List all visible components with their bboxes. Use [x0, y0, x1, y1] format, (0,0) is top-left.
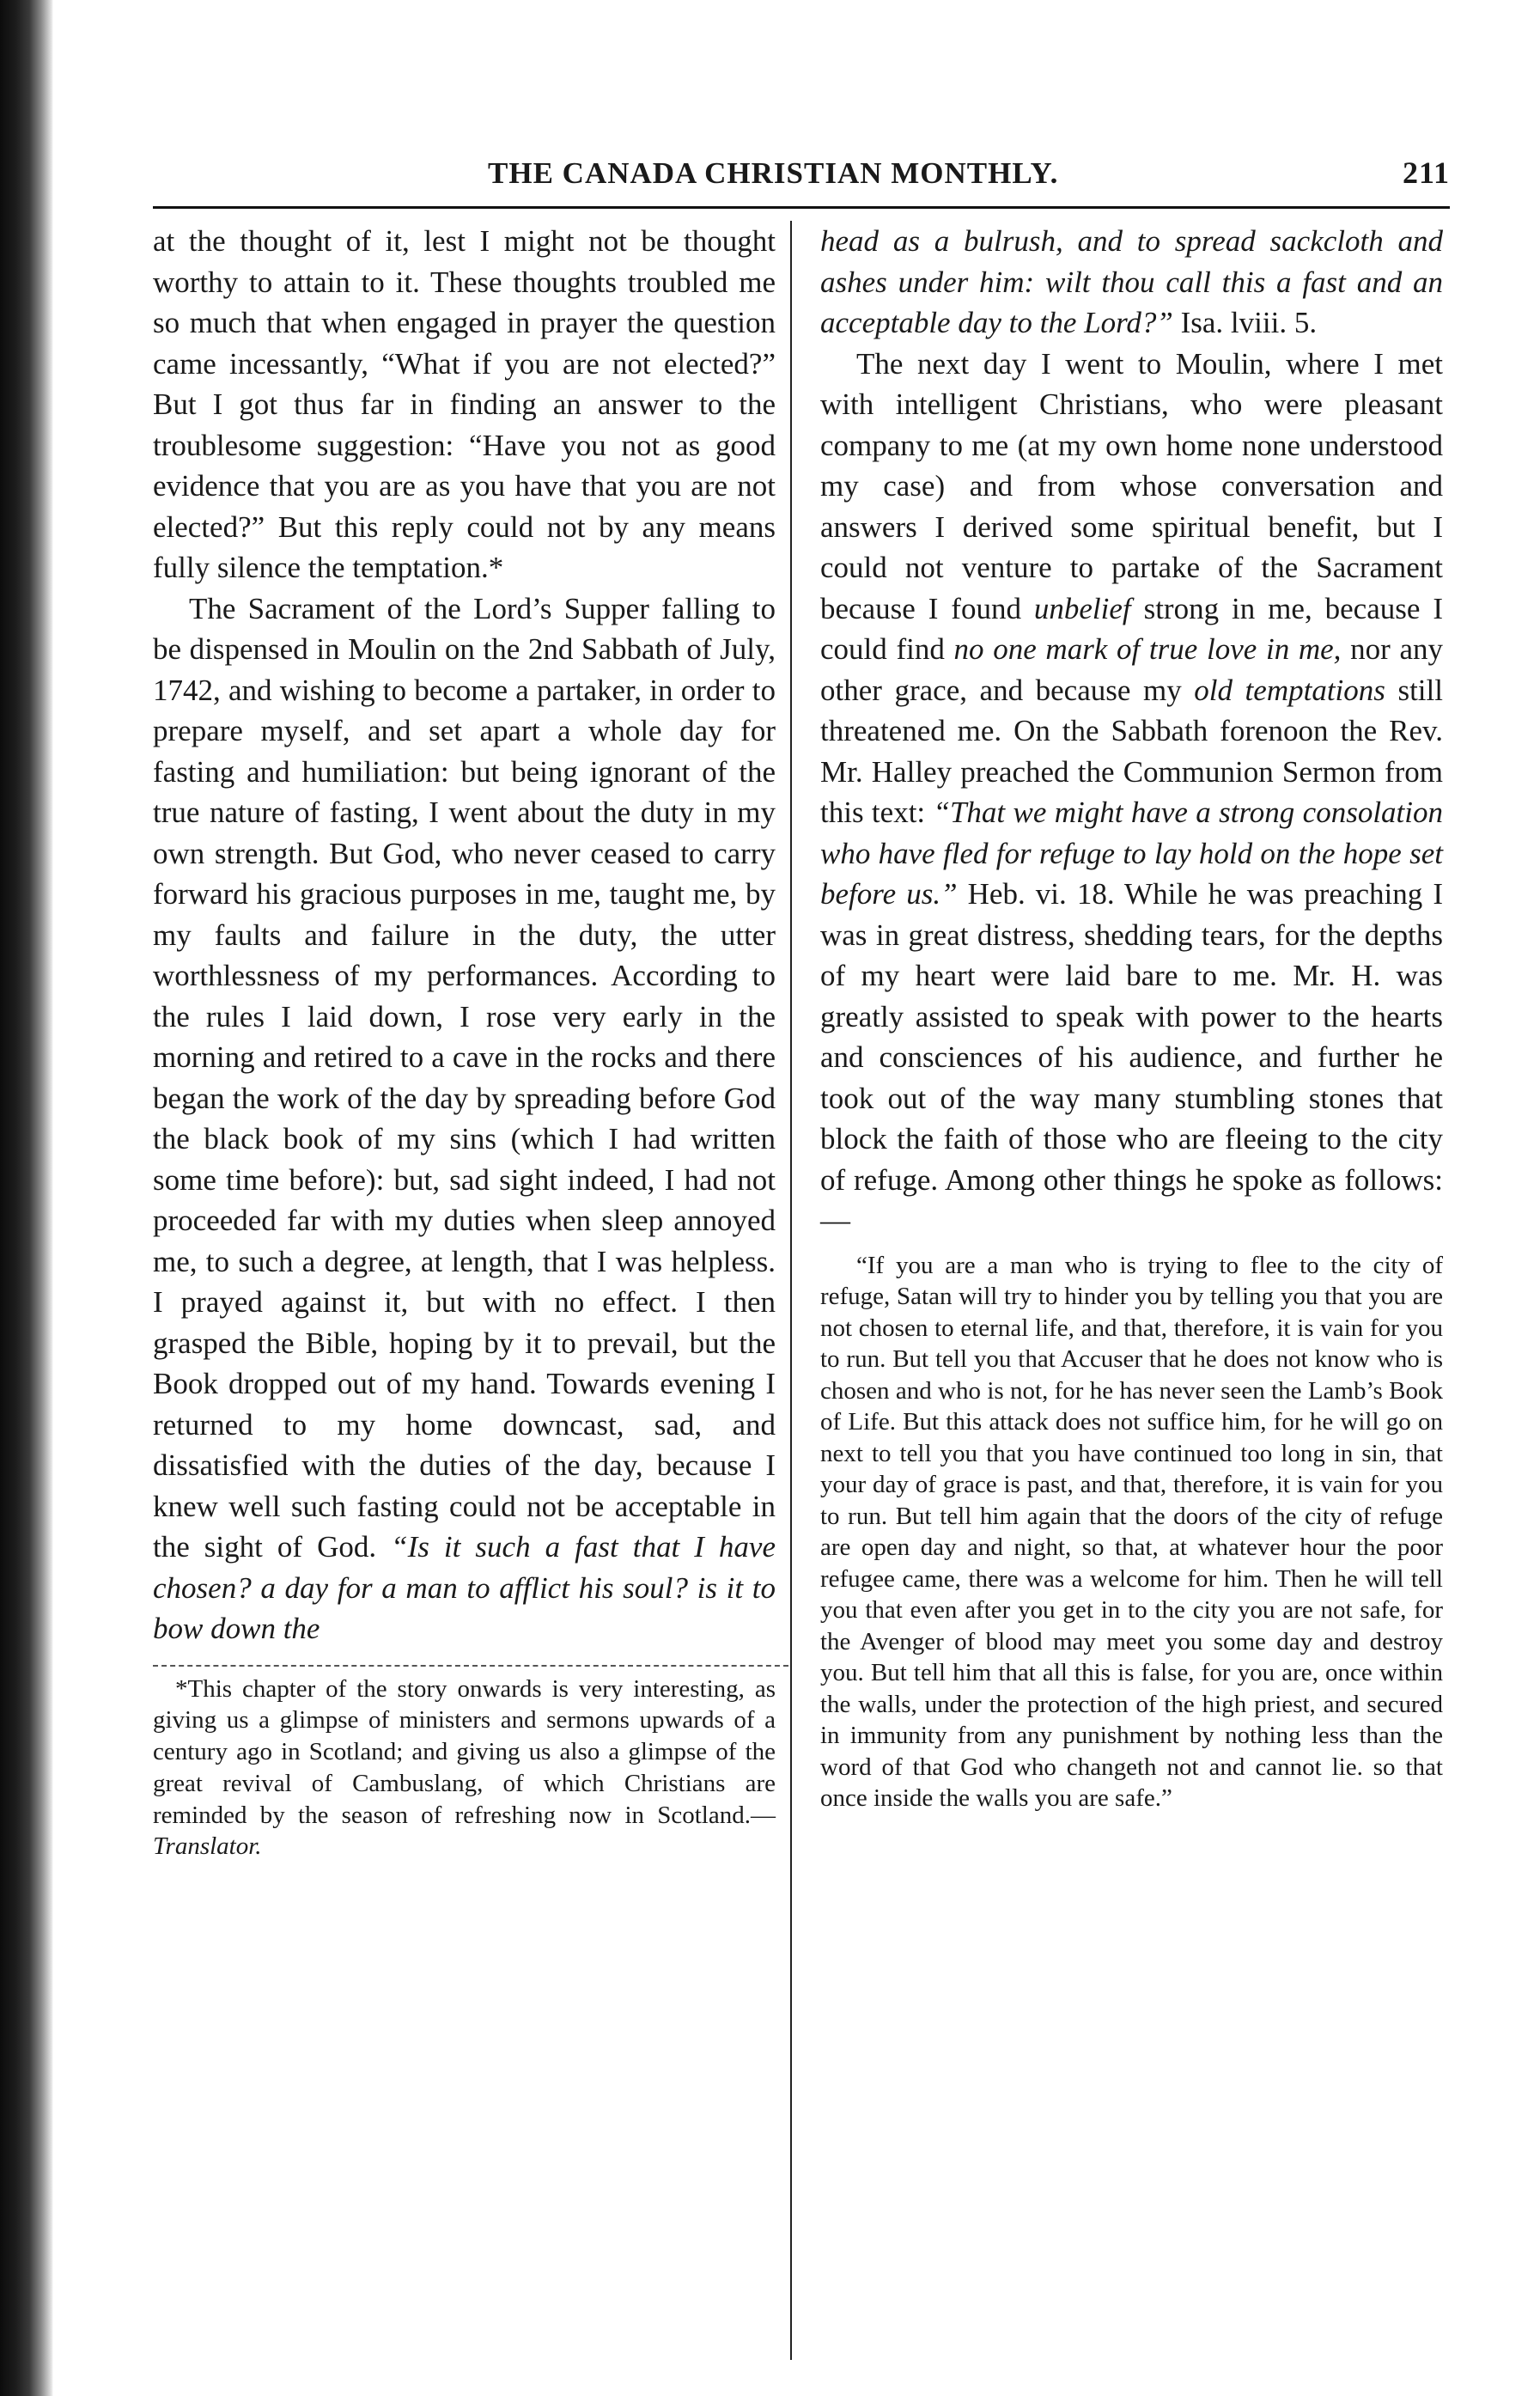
right-paragraph-2-part-a: The next day I went to Moulin, where I met with intelligent Christians, who were pleasant company to me (at my own home none understood my case) and from whose conversation and answers I derived some spiritual benefit, but I could not venture to partake of the Sacrament because I found — [820, 346, 1443, 625]
sermon-quote-text: “If you are a man who is trying to flee to the city of refuge, Satan will try to hinder you by telling you that you are not chosen to eternal life, and that, therefore, it is vain for you to run. But tell you that Accuser that he does not know who is chosen and who is not, for he has never seen the Lamb’s Book of Life. But this attack does not suffice him, for he will go on next to tell you that you have continued too long in sin, that your day of grace is past, and that, therefore, it is vain for you to run. But tell him again that the doors of the city of refuge are open day and night, so that, at whatever hour the poor refugee came, there was a welcome for him. Then he will tell you that even after you get in to the city you are not safe, for the Avenger of blood may meet you some day and destroy you. But tell him that all this is false, for you are, once within the walls, under the protection of the high priest, and secured in immunity from any punishment by nothing less than the word of that God who changeth not and cannot lie. so that once inside the walls you are safe.” — [820, 1251, 1443, 1812]
right-paragraph-2-italic-4: “That we might have a strong consolation who have fled for refuge to lay hold on the hope set before us.” — [820, 796, 1443, 911]
right-paragraph-2-italic-2: no one mark of true love in me, — [953, 632, 1342, 666]
footnote-signature: Translator. — [153, 1832, 262, 1861]
running-title: THE CANADA CHRISTIAN MONTHLY. — [488, 156, 1059, 190]
text-columns — [153, 221, 1450, 1863]
left-paragraph-2 — [153, 588, 776, 1649]
right-column — [798, 221, 1443, 1863]
right-paragraph-2-part-b: strong in me, because I could find — [820, 591, 1443, 666]
scan-binding-edge — [0, 0, 53, 2396]
right-paragraph-2 — [820, 344, 1443, 1241]
left-paragraph-2-text: The Sacrament of the Lord’s Supper falling to be dispensed in Moulin on the 2nd Sabbath of July, 1742, and wishing to become a partaker, in order to prepare myself, and set apart a whole day for fasting and humiliation: but being ignorant of the true nature of fasting, I went about the duty in my own strength. But God, who never ceased to carry forward his gracious purposes in me, taught me, by my faults and failure in the duty, the utter worthlessness of my performances. According to the rules I laid down, I rose very early in the morning and retired to a cave in the rocks and there began the work of the day by spreading before God the black book of my sins (which I had written some time before): but, sad sight indeed, I had not proceeded far with my duties when sleep annoyed me, to such a degree, at length, that I was helpless. I prayed against it, but with no effect. I then grasped the Bible, hoping by it to prevail, but the Book dropped out of my hand. Towards evening I returned to my home downcast, sad, and dissatisfied with the duties of the day, because I knew well such fasting could not be acceptable in the sight of God. — [153, 591, 776, 1564]
running-header — [153, 155, 1450, 209]
left-paragraph-2-scripture: “Is it such a fast that I have chosen? a day for a man to afflict his soul? is it to bow down the — [153, 1530, 776, 1645]
right-paragraph-2-italic-1: unbelief — [1033, 591, 1131, 625]
footnote-paragraph — [153, 1674, 776, 1863]
right-paragraph-1 — [820, 221, 1443, 344]
right-paragraph-2-part-d: still threatened me. On the Sabbath forenoon the Rev. Mr. Halley preached the Communion Sermon from this text: — [820, 673, 1443, 829]
footnote-divider — [153, 1665, 788, 1667]
sermon-quote — [820, 1250, 1443, 1814]
right-paragraph-2-part-e: Heb. vi. 18. While he was preaching I was in great distress, shedding tears, for the depths of my heart were laid bare to me. Mr. H. was greatly assisted to speak with power to the hearts and consciences of his audience, and further he took out of the way many stumbling stones that block the faith of those who are fleeing to the city of refuge. Among other things he spoke as follows:— — [820, 877, 1444, 1237]
page — [153, 155, 1450, 1863]
left-column — [153, 221, 798, 1863]
right-paragraph-2-part-c: nor any other grace, and because my — [820, 632, 1443, 707]
right-paragraph-1-reference: Isa. lviii. 5. — [1172, 306, 1318, 339]
footnote — [153, 1674, 776, 1863]
page-number: 211 — [1402, 155, 1450, 190]
left-paragraph-1: at the thought of it, lest I might not be thought worthy to attain to it. These thoughts troubled me so much that when engaged in prayer the question came incessantly, “What if you are not elected?” But I got thus far in finding an answer to the troublesome suggestion: “Have you not as good evidence that you are as you have that you are not elected?” But this reply could not by any means fully silence the temptation.* — [153, 224, 776, 584]
right-paragraph-2-italic-3: old temptations — [1194, 673, 1385, 707]
column-divider — [790, 221, 792, 2360]
footnote-text: *This chapter of the story onwards is very interesting, as giving us a glimpse of ministers and sermons upwards of a century ago in Scotland; and giving us also a glimpse of the great revival of Cambuslang, of which Christians are reminded by the season of refreshing now in Scotland.— — [153, 1674, 776, 1829]
right-paragraph-1-scripture: head as a bulrush, and to spread sackcloth and ashes under him: wilt thou call this a fast and an acceptable day to the Lord?” — [820, 224, 1443, 339]
